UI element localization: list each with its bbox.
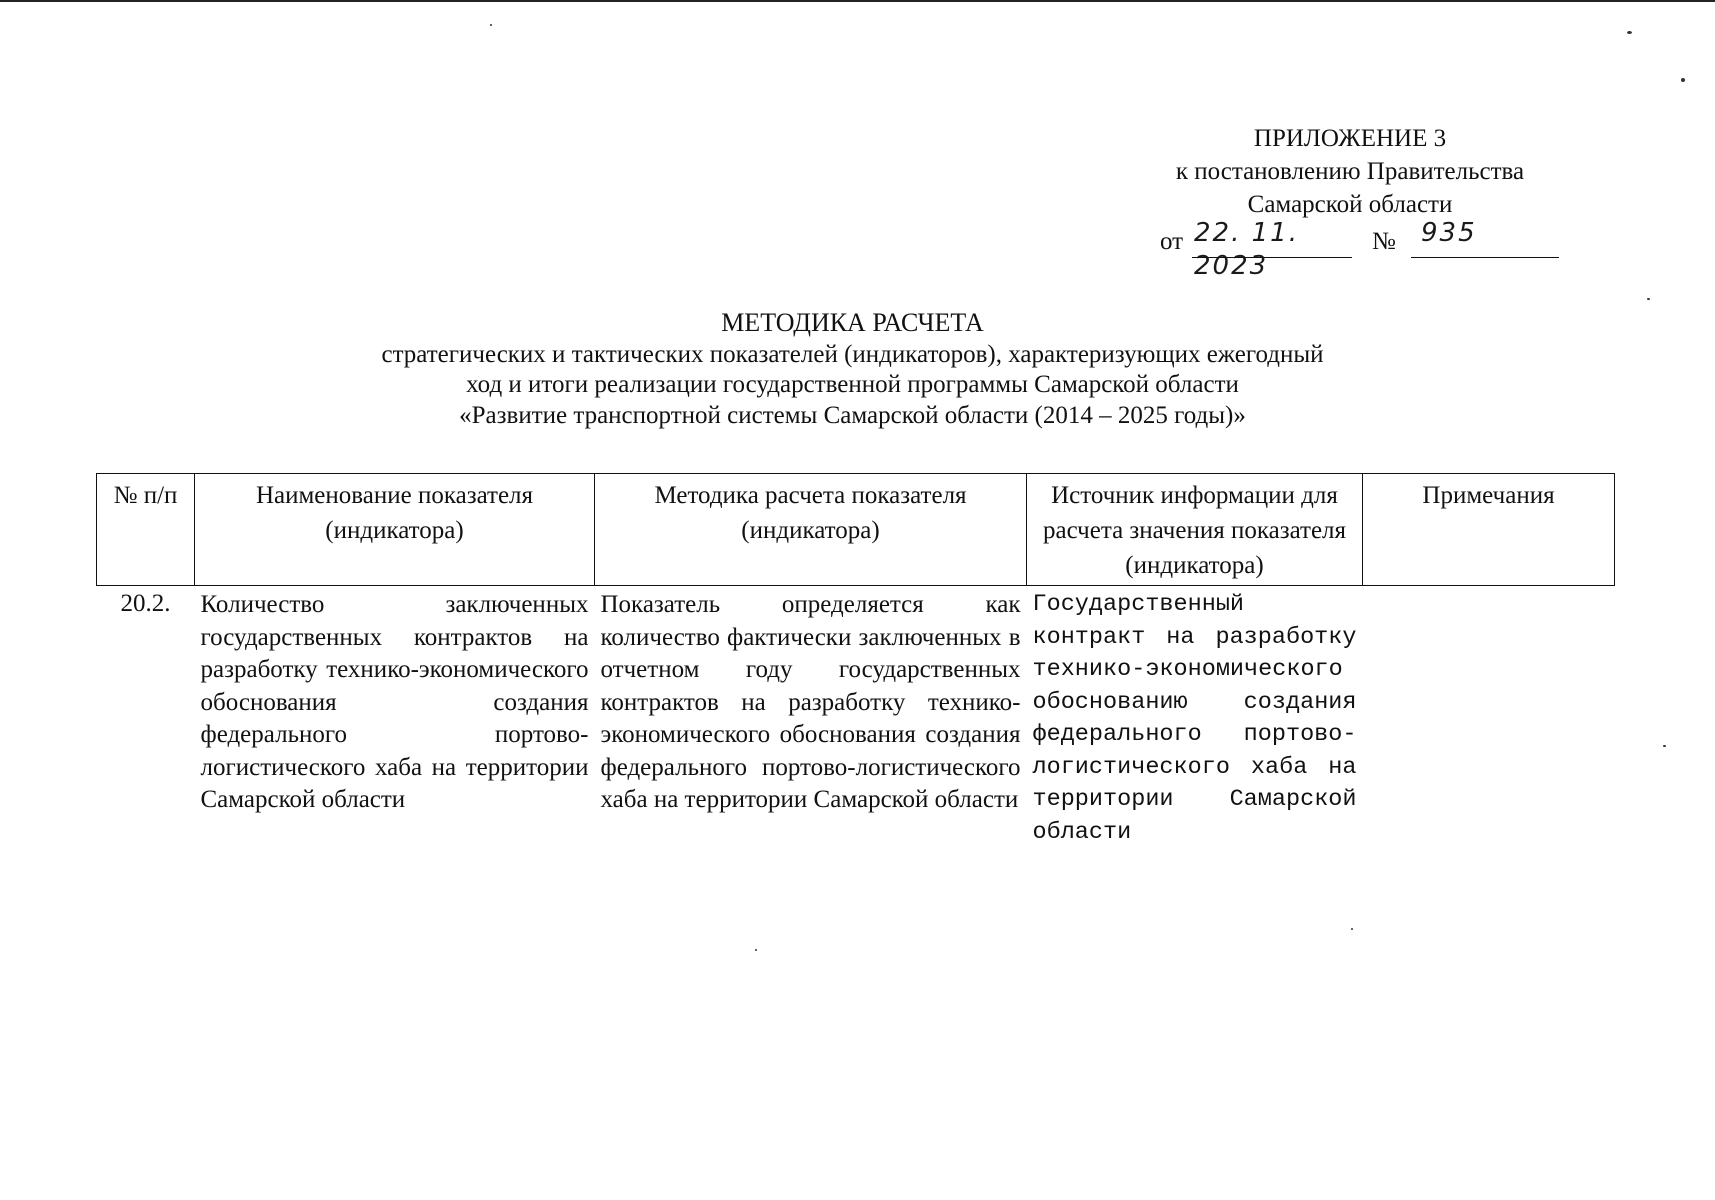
date-field (1192, 218, 1352, 281)
number-field (1411, 218, 1559, 258)
resolution-reference: к постановлению Правительства (1175, 158, 1525, 185)
row-indicator-name: Количество заключенных государственных контрактов на разработку технико-экономического обоснования создания федерального портово-логистического хаба на территории Самарской области (200, 591, 589, 813)
header-indicator-name: Наименование показателя (индикатора) (195, 474, 595, 586)
number-sign: № (1372, 228, 1396, 255)
handwritten-date: 22. 11. 2023 (1194, 218, 1299, 281)
page-top-edge (0, 0, 1715, 2)
header-calculation-method: Методика расчета показателя (индикатора) (595, 474, 1027, 586)
row-notes (1363, 586, 1615, 850)
header-notes: Примечания (1363, 474, 1615, 586)
row-information-source: Государственный контракт на разработку технико-экономического обоснованию создания федерального портово-логистического хаба на территории Самарской области (1032, 591, 1357, 846)
appendix-label: ПРИЛОЖЕНИЕ 3 (1253, 125, 1447, 152)
handwritten-number: 935 (1421, 218, 1477, 248)
title-main: МЕТОДИКА РАСЧЕТА (721, 308, 984, 337)
header-number: № п/п (97, 474, 195, 586)
table-row (97, 586, 1615, 850)
scan-speck (1663, 745, 1666, 747)
title-line-3: «Развитие транспортной системы Самарской области (2014 – 2025 годы)» (459, 401, 1246, 429)
header-information-source: Источник информации для расчета значения показателя (индикатора) (1027, 474, 1363, 586)
indicators-table (96, 473, 1615, 849)
scan-speck (1351, 928, 1353, 930)
date-number-line (1140, 218, 1560, 281)
indicators-table-wrap (96, 473, 1614, 849)
title-line-2: ход и итоги реализации государственной программы Самарской области (466, 371, 1239, 398)
row-number: 20.2. (120, 590, 171, 617)
scan-speck (755, 949, 757, 951)
approval-block (1140, 122, 1560, 281)
date-prefix: от (1160, 228, 1184, 255)
table-header-row (97, 474, 1615, 586)
issuer-label: Самарской области (1247, 191, 1453, 218)
scan-speck (1681, 78, 1685, 82)
scan-speck (1647, 298, 1650, 300)
scan-speck (490, 24, 492, 26)
scan-speck (1627, 31, 1632, 34)
document-title (200, 308, 1505, 431)
title-line-1: стратегических и тактических показателей (индикаторов), характеризующих ежегодный (381, 340, 1324, 368)
row-calculation-method: Показатель определяется как количество фактически заключенных в отчетном году государственных контрактов на разработку технико-экономического обоснования создания федерального портово-логистического хаба на территории Самарской области (600, 591, 1021, 813)
